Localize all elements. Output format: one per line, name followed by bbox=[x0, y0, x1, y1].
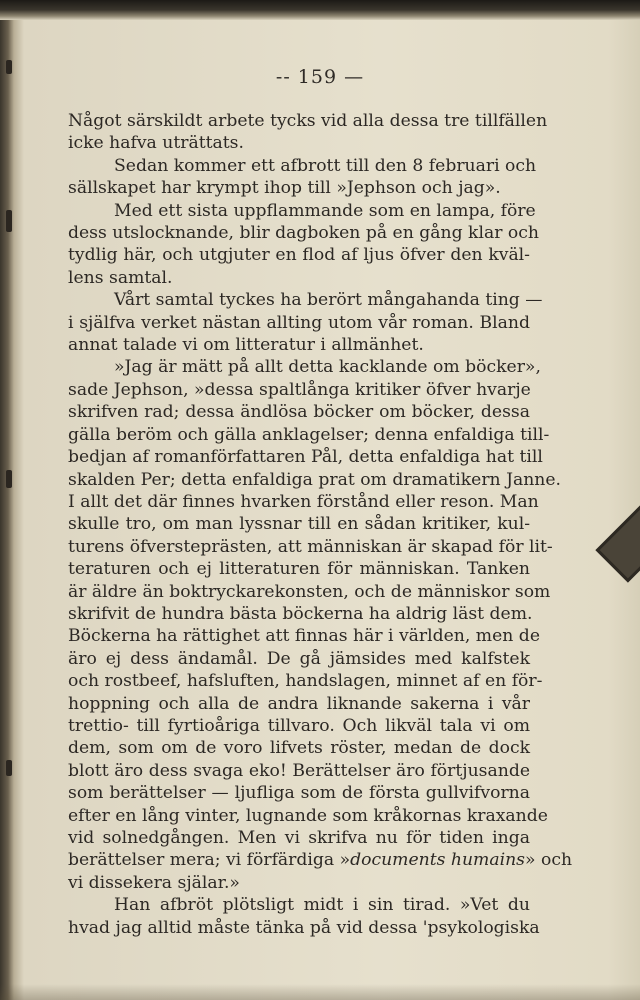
text-line: i själfva verket nästan allting utom vår roman. Bland bbox=[68, 312, 530, 333]
text-line: dess utslocknande, blir dagboken på en gång klar och bbox=[68, 223, 539, 244]
text-line: som berättelser — ljufliga som de första gullvifvorna bbox=[68, 783, 530, 804]
text-line: Sedan kommer ett afbrott till den 8 februari och bbox=[114, 155, 537, 176]
page-clip bbox=[595, 503, 640, 582]
page-bottom-shadow bbox=[0, 984, 640, 1000]
binding-mark bbox=[6, 470, 12, 488]
text-line: lens samtal. bbox=[68, 267, 173, 288]
text-line: bedjan af romanförfattaren Pål, detta enfaldiga hat till bbox=[68, 447, 543, 468]
text-line: annat talade vi om litteratur i allmänhet. bbox=[68, 335, 424, 356]
text-line: vi dissekera själar.» bbox=[68, 872, 240, 893]
text-line: berättelser mera; vi förfärdiga »documents humains» och bbox=[68, 850, 573, 871]
text-line: Något särskildt arbete tycks vid alla dessa tre tillfällen bbox=[68, 111, 548, 131]
text-line: efter en lång vinter, lugnande som kråkornas kraxande bbox=[68, 805, 548, 826]
text-line: vid solnedgången. Men vi skrifva nu för tiden inga bbox=[68, 828, 530, 848]
text-line: hoppning och alla de andra liknande sakerna i vår bbox=[68, 693, 530, 714]
text-line: trettio- till fyrtioåriga tillvaro. Och likväl tala vi om bbox=[68, 715, 530, 736]
text-line: skrifvit de hundra bästa böckerna ha aldrig läst dem. bbox=[68, 603, 533, 624]
text-line: »Jag är mätt på allt detta kacklande om böcker», bbox=[114, 357, 541, 378]
text-line: skulle tro, om man lyssnar till en sådan kritiker, kul- bbox=[68, 514, 530, 535]
text-line: dem, som om de voro lifvets röster, medan de dock bbox=[68, 738, 530, 759]
text-line: Han afbröt plötsligt midt i sin tirad. »Vet du bbox=[114, 895, 530, 916]
page-number: -- 159 — bbox=[275, 66, 365, 88]
text-line: är äldre än boktryckarekonsten, och de människor som bbox=[68, 581, 551, 602]
text-line: teraturen och ej litteraturen för människan. Tanken bbox=[68, 559, 530, 580]
text-line: sade Jephson, »dessa spaltlånga kritiker öfver hvarje bbox=[68, 379, 531, 400]
text-line: skalden Per; detta enfaldiga prat om dramatikern Janne. bbox=[68, 469, 561, 490]
text-line: Med ett sista uppflammande som en lampa, före bbox=[114, 200, 536, 221]
text-line: och rostbeef, hafsluften, handslagen, minnet af en för- bbox=[68, 671, 543, 692]
text-line: gälla beröm och gälla anklagelser; denna enfaldiga till- bbox=[68, 424, 550, 445]
text-line: I allt det där finnes hvarken förstånd eller reson. Man bbox=[68, 491, 539, 512]
text-line: turens öfversteprästen, att människan är skapad för lit- bbox=[68, 536, 553, 557]
text-line: skrifven rad; dessa ändlösa böcker om böcker, dessa bbox=[68, 402, 530, 423]
text-line: Vårt samtal tyckes ha berört mångahanda ting — bbox=[114, 290, 543, 311]
text-line: icke hafva uträttats. bbox=[68, 133, 244, 154]
binding-mark bbox=[6, 210, 12, 232]
text-line: Böckerna ha rättighet att finnas här i världen, men de bbox=[68, 626, 540, 647]
text-line: blott äro dess svaga eko! Berättelser äro förtjusande bbox=[68, 760, 530, 781]
text-line: äro ej dess ändamål. De gå jämsides med kalfstek bbox=[68, 648, 530, 669]
binding-mark bbox=[6, 760, 12, 776]
text-line: sällskapet har krympt ihop till »Jephson och jag». bbox=[68, 178, 501, 199]
body-text bbox=[68, 110, 573, 939]
text-line: tydlig här, och utgjuter en flod af ljus öfver den kväl- bbox=[68, 245, 530, 266]
text-line: hvad jag alltid måste tänka på vid dessa 'psykologiska bbox=[68, 917, 540, 938]
page-top-edge bbox=[0, 0, 640, 20]
